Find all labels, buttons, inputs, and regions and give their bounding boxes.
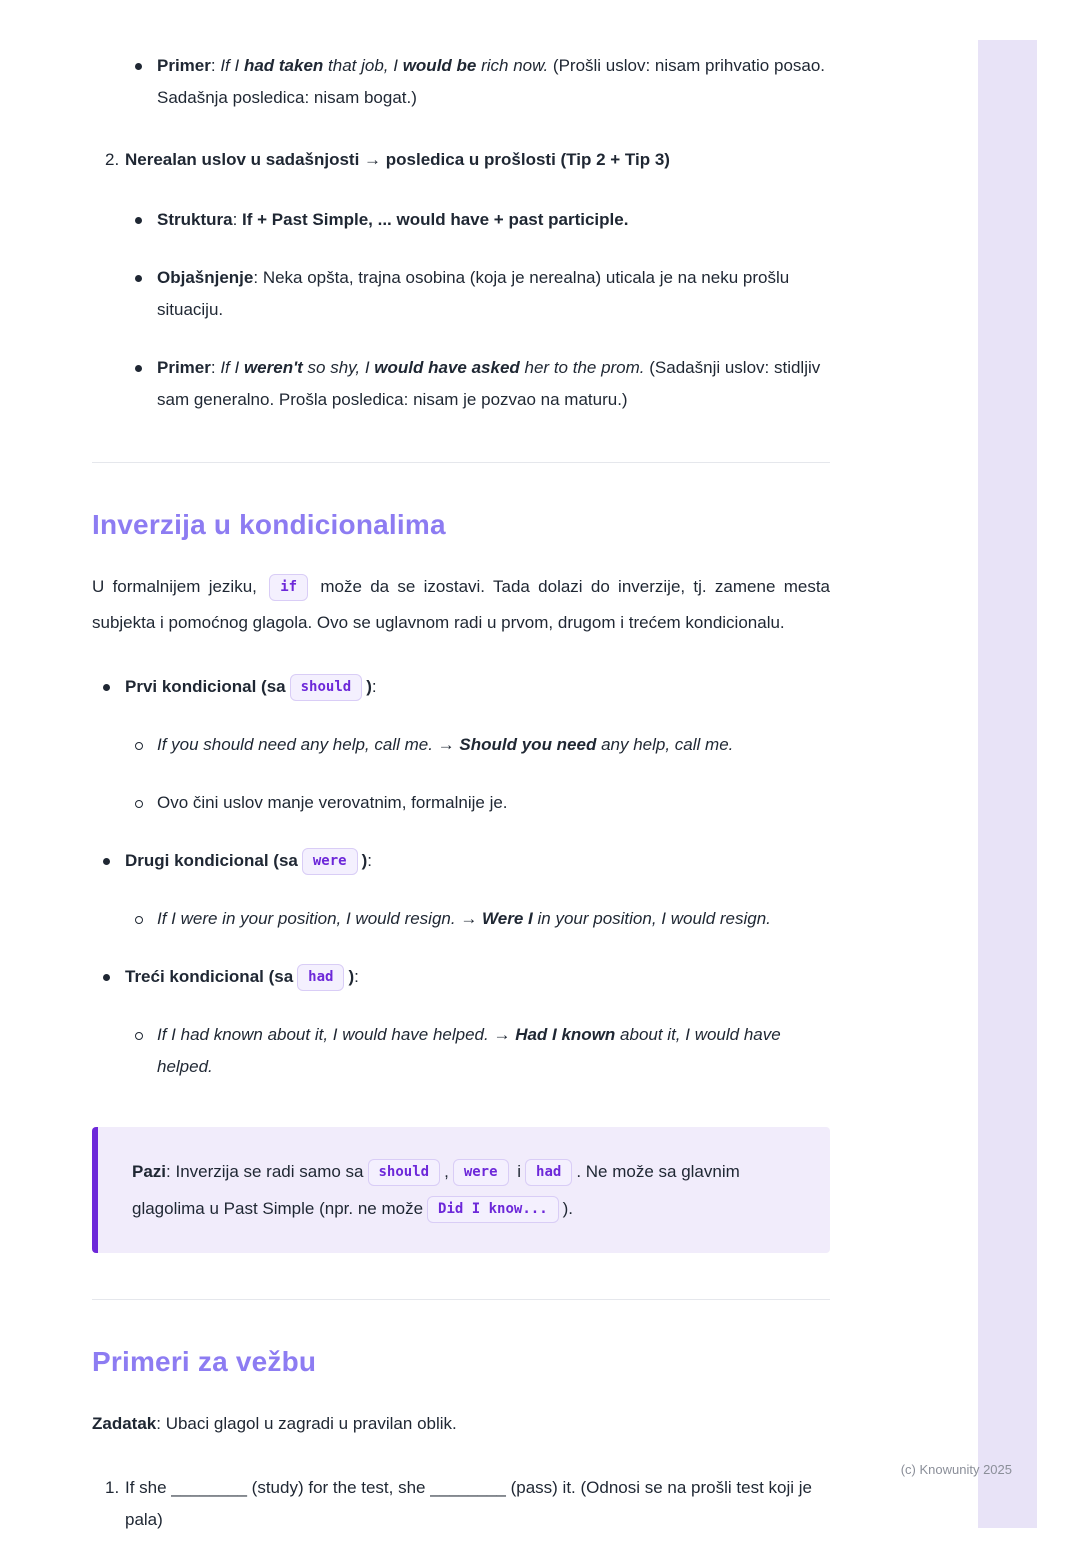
text-segment: Had I known (515, 1025, 616, 1044)
list-item-text (157, 262, 830, 326)
text-segment: (Sadašnji uslov: stidljiv sam generalno. Prošla posledica: nisam je pozvao na maturu.) (157, 358, 821, 409)
bullet-primer-tip3-tip2 (92, 50, 830, 114)
list-item-text (125, 845, 830, 877)
text-segment: : (371, 677, 377, 696)
text-segment: : (367, 851, 372, 870)
text-segment: Objašnjenje (157, 268, 254, 287)
bullet-disc-marker (103, 858, 110, 865)
text-segment: : Neka opšta, trajna osobina (koja je nerealna) uticala je na neku prošlu situaciju. (157, 268, 790, 319)
bullet-drugi-kondicional (92, 845, 830, 877)
text-segment: : (354, 967, 359, 986)
bullet-disc-marker (103, 974, 110, 981)
list-item-text (125, 144, 830, 176)
bullet-struktura (92, 204, 830, 236)
code-chip: had (297, 964, 344, 991)
document-page (92, 50, 830, 1564)
list-item-text (125, 671, 830, 703)
text-segment: Zadatak (92, 1414, 157, 1433)
bullet-disc-marker (135, 365, 142, 372)
text-segment: Ovo čini uslov manje verovatnim, formalnije je. (157, 793, 508, 812)
text-segment: in your position, I would resign. (532, 909, 771, 928)
text-segment: Should you need (459, 735, 597, 754)
bullet-treci-primer (92, 1019, 830, 1083)
text-segment: → (455, 909, 483, 928)
list-number-marker: 2. (105, 150, 120, 169)
copyright-footer: (c) Knowunity 2025 (900, 1462, 1012, 1477)
text-segment: weren't (243, 358, 303, 377)
list-item-text (125, 1472, 830, 1536)
text-segment: Prvi kondicional (sa (125, 677, 286, 696)
text-segment: Were I (482, 909, 533, 928)
list-item-text (157, 787, 830, 819)
text-segment: Primer (157, 56, 211, 75)
text-segment: Drugi kondicional (sa (125, 851, 298, 870)
text-segment: : (210, 358, 221, 377)
text-segment: rich now. (476, 56, 549, 75)
callout-pazi (92, 1127, 830, 1253)
callout-text (132, 1153, 798, 1227)
text-segment: : (210, 56, 221, 75)
code-chip: had (525, 1159, 572, 1186)
code-chip: should (290, 674, 363, 701)
text-segment: → (488, 1025, 516, 1044)
numbered-exercise-1 (92, 1472, 830, 1536)
list-item-text (157, 352, 830, 416)
text-segment: ). (562, 1199, 574, 1218)
right-page-strip (978, 40, 1037, 1528)
bullet-circle-marker (135, 916, 143, 924)
text-segment: U formalnijem jeziku, (92, 577, 266, 596)
bullet-primer-mix (92, 352, 830, 416)
bullet-treci-kondicional (92, 961, 830, 993)
code-chip: if (269, 574, 308, 601)
heading-primeri-za-vezbu: Primeri za vežbu (92, 1346, 317, 1377)
list-item-text (125, 961, 830, 993)
bullet-disc-marker (135, 217, 142, 224)
code-chip: Did I know... (427, 1196, 559, 1223)
text-segment: : Ubaci glagol u zagradi u pravilan oblik. (156, 1414, 457, 1433)
text-segment: about it, I would have helped. (157, 1025, 781, 1076)
text-segment: : Inverzija se radi samo sa (166, 1162, 364, 1181)
text-segment: If I (220, 56, 244, 75)
code-chip: were (453, 1159, 509, 1186)
text-segment: Pazi (132, 1162, 167, 1181)
text-segment: → (432, 735, 460, 754)
document-blocks (92, 50, 830, 1536)
bullet-circle-marker (135, 800, 143, 808)
list-item-text (157, 729, 830, 761)
text-segment: i (512, 1162, 522, 1181)
text-segment: Primer (157, 358, 211, 377)
text-segment: If I (220, 358, 244, 377)
text-segment: that job, I (323, 56, 403, 75)
bullet-objasnjenje (92, 262, 830, 326)
text-segment: . Ne može sa glavnim glagolima u Past Simple (npr. ne može (132, 1162, 740, 1218)
bullet-drugi-primer (92, 903, 830, 935)
text-segment: može da se izostavi. Tada dolazi do inverzije, tj. zamene mesta subjekta i pomoćnog glagola. Ovo se uglavnom radi u prvom, drugom i trećem kondicionalu. (92, 577, 830, 632)
text-segment: Treći kondicional (sa (125, 967, 294, 986)
bullet-circle-marker (135, 1032, 143, 1040)
code-chip: should (368, 1159, 441, 1186)
bullet-prvi-kondicional (92, 671, 830, 703)
text-segment: ) (348, 967, 355, 986)
text-segment: : (232, 210, 243, 229)
text-segment: Struktura (157, 210, 233, 229)
numbered-item-2 (92, 144, 830, 176)
list-item-text (157, 50, 830, 114)
text-segment: (Prošli uslov: nisam prihvatio posao. Sadašnja posledica: nisam bogat.) (157, 56, 826, 107)
text-segment: , (444, 1162, 449, 1181)
text-segment: had taken (243, 56, 324, 75)
bullet-disc-marker (135, 275, 142, 282)
text-segment: If she ________ (study) for the test, she ________ (pass) it. (Odnosi se na prošli test koji je pala) (125, 1478, 812, 1529)
bullet-circle-marker (135, 742, 143, 750)
text-segment: would have asked (374, 358, 520, 377)
section-divider (92, 1299, 830, 1300)
text-segment: ) (361, 851, 368, 870)
bullet-disc-marker (103, 684, 110, 691)
text-segment: ) (366, 677, 372, 696)
bullet-disc-marker (135, 63, 142, 70)
text-segment: If I had known about it, I would have helped. (157, 1025, 489, 1044)
list-item-text (157, 1019, 830, 1083)
code-chip: were (302, 848, 358, 875)
text-segment: If + Past Simple, ... would have + past participle. (242, 210, 629, 229)
text-segment: Nerealan uslov u sadašnjosti → posledica u prošlosti (Tip 2 + Tip 3) (125, 150, 670, 169)
bullet-prvi-primer (92, 729, 830, 761)
section-divider (92, 462, 830, 463)
text-segment: If I were in your position, I would resign. (157, 909, 456, 928)
list-number-marker: 1. (105, 1478, 120, 1497)
text-segment: would be (402, 56, 477, 75)
paragraph-inverzija-intro (92, 569, 830, 641)
list-item-text (157, 903, 830, 935)
paragraph-zadatak (92, 1406, 830, 1442)
text-segment: her to the prom. (519, 358, 645, 377)
text-segment: If you should need any help, call me. (157, 735, 433, 754)
bullet-prvi-napomena (92, 787, 830, 819)
heading-inverzija-u-kondicionalima: Inverzija u kondicionalima (92, 509, 446, 540)
text-segment: any help, call me. (596, 735, 734, 754)
list-item-text (157, 204, 830, 236)
text-segment: so shy, I (302, 358, 375, 377)
